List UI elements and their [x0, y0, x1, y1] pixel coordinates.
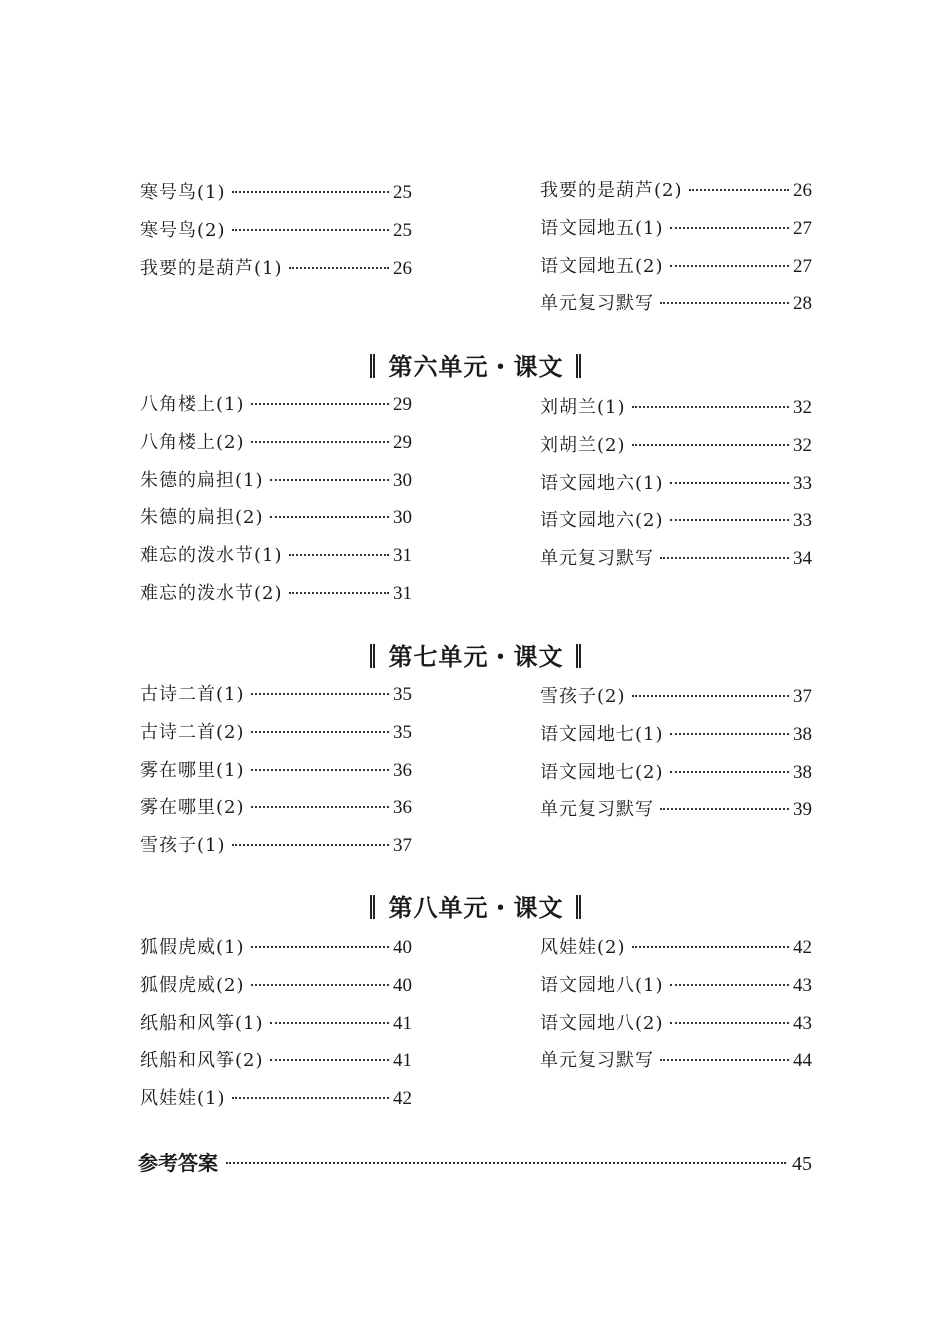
entry-page: 25 — [393, 182, 412, 203]
leader-dots — [251, 984, 390, 986]
entry-page: 26 — [393, 257, 412, 279]
entry-title: 雪孩子(2) — [540, 686, 626, 707]
toc-entry[interactable] — [140, 579, 412, 617]
toc-entry[interactable] — [140, 466, 412, 504]
toc-entry[interactable] — [140, 503, 412, 541]
toc-entry[interactable] — [140, 428, 412, 466]
leader-dots — [270, 479, 390, 481]
toc-entry[interactable] — [540, 506, 812, 544]
entry-page: 31 — [393, 545, 412, 567]
entry-page: 26 — [793, 180, 812, 201]
toc-entry[interactable] — [140, 831, 412, 869]
leader-dots — [670, 733, 790, 735]
toc-entry[interactable] — [140, 756, 412, 794]
entry-title: 狐假虎威(1) — [140, 937, 245, 958]
leader-dots — [632, 695, 790, 697]
leader-dots — [660, 1059, 789, 1061]
entry-page: 40 — [393, 937, 412, 958]
toc-entry[interactable] — [140, 216, 412, 254]
entry-page: 41 — [393, 1050, 412, 1072]
entry-page: 32 — [793, 397, 812, 418]
entry-title: 语文园地五(2) — [540, 255, 664, 277]
toc-entry[interactable] — [140, 793, 412, 831]
leader-dots — [670, 265, 790, 267]
toc-entry[interactable] — [540, 214, 812, 252]
entry-title: 语文园地八(1) — [540, 974, 664, 996]
entry-page: 30 — [393, 469, 412, 491]
toc-column-left — [140, 178, 412, 291]
leader-dots — [232, 229, 390, 231]
toc-entry[interactable] — [540, 795, 812, 833]
leader-dots — [660, 302, 789, 304]
leader-dots — [632, 406, 790, 408]
leader-dots — [670, 482, 790, 484]
leader-dots — [289, 592, 390, 594]
entry-page: 31 — [393, 582, 412, 604]
entry-title: 语文园地八(2) — [540, 1012, 664, 1034]
entry-title: 八角楼上(1) — [140, 394, 245, 415]
entry-title: 朱德的扁担(1) — [140, 469, 264, 491]
unit-8-title: 第八单元・课文 — [388, 894, 564, 922]
entry-page: 33 — [793, 472, 812, 494]
entry-title: 八角楼上(2) — [140, 431, 245, 453]
toc-entry[interactable] — [540, 1009, 812, 1047]
toc-column-right — [540, 682, 812, 833]
leader-dots — [670, 227, 790, 229]
heading-bar-left — [370, 644, 375, 668]
leader-dots — [670, 984, 790, 986]
entry-title: 雾在哪里(1) — [140, 759, 245, 781]
entry-page: 33 — [793, 510, 812, 532]
toc-entry[interactable] — [140, 971, 412, 1009]
entry-title: 朱德的扁担(2) — [140, 507, 264, 529]
entry-page: 27 — [793, 255, 812, 277]
entry-title: 我要的是葫芦(2) — [540, 180, 683, 201]
toc-entry[interactable] — [540, 469, 812, 507]
toc-entry[interactable] — [140, 254, 412, 292]
toc-entry[interactable] — [540, 758, 812, 796]
toc-entry[interactable] — [540, 544, 812, 582]
entry-page: 30 — [393, 507, 412, 529]
entry-title: 雪孩子(1) — [140, 835, 226, 857]
unit-8-heading — [0, 888, 950, 923]
leader-dots — [670, 771, 790, 773]
unit-6-heading — [0, 347, 950, 382]
toc-entry[interactable] — [140, 1046, 412, 1084]
entry-title: 难忘的泼水节(2) — [140, 582, 283, 604]
entry-page: 37 — [793, 686, 812, 707]
entry-title: 狐假虎威(2) — [140, 974, 245, 996]
leader-dots — [251, 403, 390, 405]
toc-entry[interactable] — [140, 541, 412, 579]
entry-page: 27 — [793, 217, 812, 239]
toc-column-left — [140, 390, 412, 617]
toc-entry[interactable] — [140, 178, 412, 216]
entry-page: 43 — [793, 1012, 812, 1034]
entry-page: 36 — [393, 759, 412, 781]
heading-bar-right — [576, 354, 581, 378]
leader-dots — [670, 1022, 790, 1024]
entry-title: 古诗二首(2) — [140, 721, 245, 743]
entry-title: 语文园地六(1) — [540, 472, 664, 494]
entry-page: 41 — [393, 1012, 412, 1034]
toc-entry[interactable] — [540, 682, 812, 720]
toc-entry[interactable] — [140, 680, 412, 718]
heading-bar-left — [370, 895, 375, 919]
entry-page: 43 — [793, 974, 812, 996]
toc-entry[interactable] — [540, 393, 812, 431]
entry-page: 35 — [393, 721, 412, 743]
leader-dots — [251, 731, 390, 733]
leader-dots — [251, 693, 390, 695]
toc-entry[interactable] — [140, 1084, 412, 1122]
entry-page: 29 — [393, 394, 412, 415]
heading-bar-right — [576, 895, 581, 919]
entry-page: 29 — [393, 431, 412, 453]
answers-title: 参考答案 — [138, 1151, 218, 1175]
leader-dots — [251, 441, 390, 443]
leader-dots — [660, 557, 789, 559]
entry-page: 39 — [793, 799, 812, 821]
entry-title: 语文园地七(2) — [540, 761, 664, 783]
toc-entry[interactable] — [140, 718, 412, 756]
unit-7-heading — [0, 637, 950, 672]
leader-dots — [670, 519, 790, 521]
unit-7-title: 第七单元・课文 — [388, 643, 564, 671]
toc-entry[interactable] — [540, 1046, 812, 1084]
leader-dots — [270, 1022, 390, 1024]
entry-title: 语文园地六(2) — [540, 510, 664, 532]
toc-entry-answers[interactable] — [138, 1147, 812, 1176]
entry-page: 42 — [393, 1088, 412, 1110]
entry-title: 雾在哪里(2) — [140, 797, 245, 819]
answers-page: 45 — [792, 1153, 812, 1175]
entry-page: 25 — [393, 219, 412, 241]
leader-dots — [632, 946, 790, 948]
toc-column-right — [540, 176, 812, 327]
entry-page: 28 — [793, 293, 812, 315]
entry-page: 38 — [793, 723, 812, 745]
leader-dots — [226, 1162, 786, 1164]
toc-entry[interactable] — [540, 252, 812, 290]
entry-title: 语文园地五(1) — [540, 217, 664, 239]
leader-dots — [289, 267, 390, 269]
leader-dots — [232, 1097, 390, 1099]
toc-entry[interactable] — [540, 431, 812, 469]
toc-entry[interactable] — [540, 971, 812, 1009]
leader-dots — [251, 806, 390, 808]
leader-dots — [689, 189, 790, 191]
entry-title: 古诗二首(1) — [140, 684, 245, 705]
entry-title: 刘胡兰(1) — [540, 397, 626, 418]
entry-title: 难忘的泼水节(1) — [140, 545, 283, 567]
entry-page: 42 — [793, 937, 812, 958]
entry-page: 36 — [393, 797, 412, 819]
entry-page: 40 — [393, 974, 412, 996]
entry-title: 单元复习默写 — [540, 548, 654, 570]
entry-page: 37 — [393, 835, 412, 857]
entry-page: 32 — [793, 434, 812, 456]
toc-entry[interactable] — [540, 176, 812, 214]
entry-page: 38 — [793, 761, 812, 783]
entry-title: 风娃娃(2) — [540, 937, 626, 958]
toc-column-left — [140, 933, 412, 1122]
entry-title: 纸船和风筝(1) — [140, 1012, 264, 1034]
entry-title: 单元复习默写 — [540, 1050, 654, 1072]
toc-entry[interactable] — [540, 720, 812, 758]
leader-dots — [251, 946, 390, 948]
entry-title: 语文园地七(1) — [540, 723, 664, 745]
heading-bar-right — [576, 644, 581, 668]
leader-dots — [270, 1059, 390, 1061]
entry-title: 单元复习默写 — [540, 293, 654, 315]
entry-title: 风娃娃(1) — [140, 1088, 226, 1110]
toc-entry[interactable] — [540, 933, 812, 971]
entry-title: 我要的是葫芦(1) — [140, 257, 283, 279]
leader-dots — [270, 516, 390, 518]
entry-title: 刘胡兰(2) — [540, 434, 626, 456]
entry-title: 纸船和风筝(2) — [140, 1050, 264, 1072]
entry-title: 单元复习默写 — [540, 799, 654, 821]
entry-page: 44 — [793, 1050, 812, 1072]
entry-page: 35 — [393, 684, 412, 705]
leader-dots — [660, 808, 789, 810]
unit-6-title: 第六单元・课文 — [388, 353, 564, 381]
toc-column-right — [540, 393, 812, 582]
leader-dots — [232, 191, 390, 193]
toc-entry[interactable] — [140, 933, 412, 971]
toc-column-right — [540, 933, 812, 1084]
entry-page: 34 — [793, 548, 812, 570]
toc-entry[interactable] — [140, 1009, 412, 1047]
entry-title: 寒号鸟(2) — [140, 219, 226, 241]
entry-title: 寒号鸟(1) — [140, 182, 226, 203]
heading-bar-left — [370, 354, 375, 378]
leader-dots — [251, 769, 390, 771]
leader-dots — [632, 444, 790, 446]
leader-dots — [289, 554, 390, 556]
toc-column-left — [140, 680, 412, 869]
toc-entry[interactable] — [540, 289, 812, 327]
leader-dots — [232, 844, 390, 846]
toc-entry[interactable] — [140, 390, 412, 428]
